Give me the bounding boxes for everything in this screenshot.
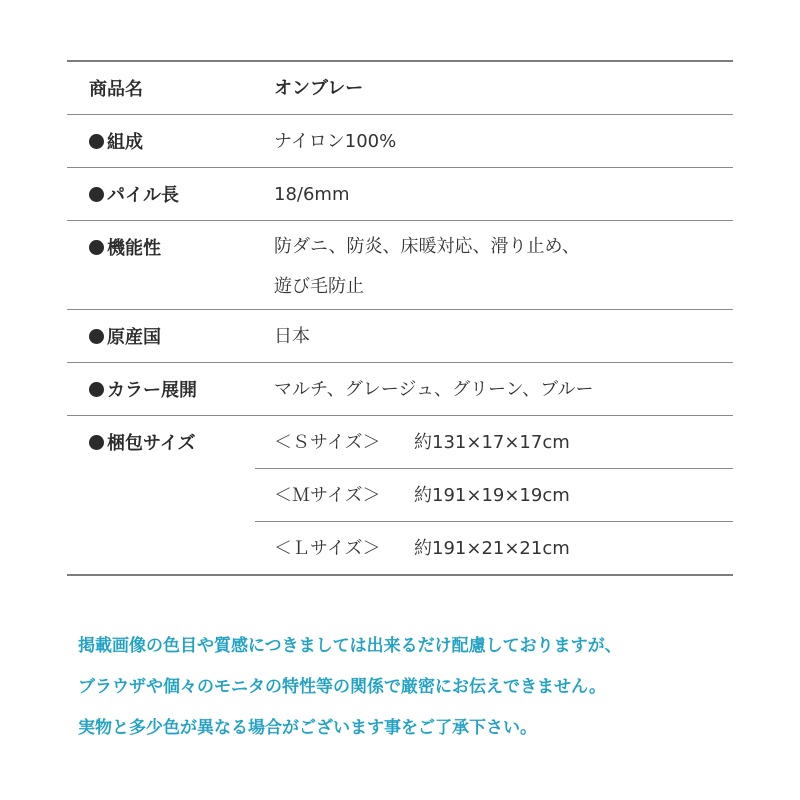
- row-colors: [67, 363, 733, 416]
- value-composition: ナイロン100%: [274, 131, 397, 152]
- bullet-icon: [89, 187, 104, 202]
- note-line-3: 実物と多少色が異なる場合がございます事をご了承下さい。: [78, 718, 537, 738]
- value-origin: 日本: [274, 326, 310, 347]
- label-composition: 組成: [67, 115, 255, 167]
- row-product-name: [67, 62, 733, 115]
- color-disclaimer-note: [78, 626, 758, 749]
- row-packaging: [67, 416, 733, 574]
- size-m-name: ＜Ｍサイズ＞: [274, 485, 381, 506]
- size-m: [255, 469, 733, 522]
- row-composition: [67, 115, 733, 168]
- bullet-icon: [89, 134, 104, 149]
- note-line-1: 掲載画像の色目や質感につきましては出来るだけ配慮しておりますが、: [78, 636, 622, 656]
- row-functions: [67, 221, 733, 310]
- value-product-name: オンブレー: [274, 78, 364, 99]
- value-pile-length: 18/6mm: [274, 184, 350, 205]
- row-pile-length: [67, 168, 733, 221]
- size-m-dims: 約191×19×19cm: [414, 485, 570, 506]
- label-functions: 機能性: [67, 221, 255, 309]
- value-colors: マルチ、グレージュ、グリーン、ブルー: [274, 379, 594, 400]
- row-origin: [67, 310, 733, 363]
- functions-line-2: 遊び毛防止: [274, 276, 364, 297]
- label-packaging: 梱包サイズ: [67, 416, 255, 574]
- spec-table: [67, 60, 733, 576]
- label-product-name: 商品名: [89, 79, 143, 100]
- label-origin: 原産国: [67, 310, 255, 362]
- bullet-icon: [89, 240, 104, 255]
- size-s-dims: 約131×17×17cm: [414, 432, 570, 453]
- bullet-icon: [89, 382, 104, 397]
- functions-line-1: 防ダニ、防炎、床暖対応、滑り止め、: [274, 236, 580, 257]
- note-line-2: ブラウザや個々のモニタの特性等の関係で厳密にお伝えできません。: [78, 677, 607, 697]
- value-functions: [255, 221, 733, 309]
- size-s: [255, 416, 733, 469]
- bullet-icon: [89, 329, 104, 344]
- label-pile-length: パイル長: [67, 168, 255, 220]
- size-l-dims: 約191×21×21cm: [414, 538, 570, 559]
- bullet-icon: [89, 435, 104, 450]
- size-s-name: ＜Ｓサイズ＞: [274, 432, 381, 453]
- size-l: [255, 522, 733, 574]
- label-colors: カラー展開: [67, 363, 255, 415]
- size-l-name: ＜Ｌサイズ＞: [274, 538, 381, 559]
